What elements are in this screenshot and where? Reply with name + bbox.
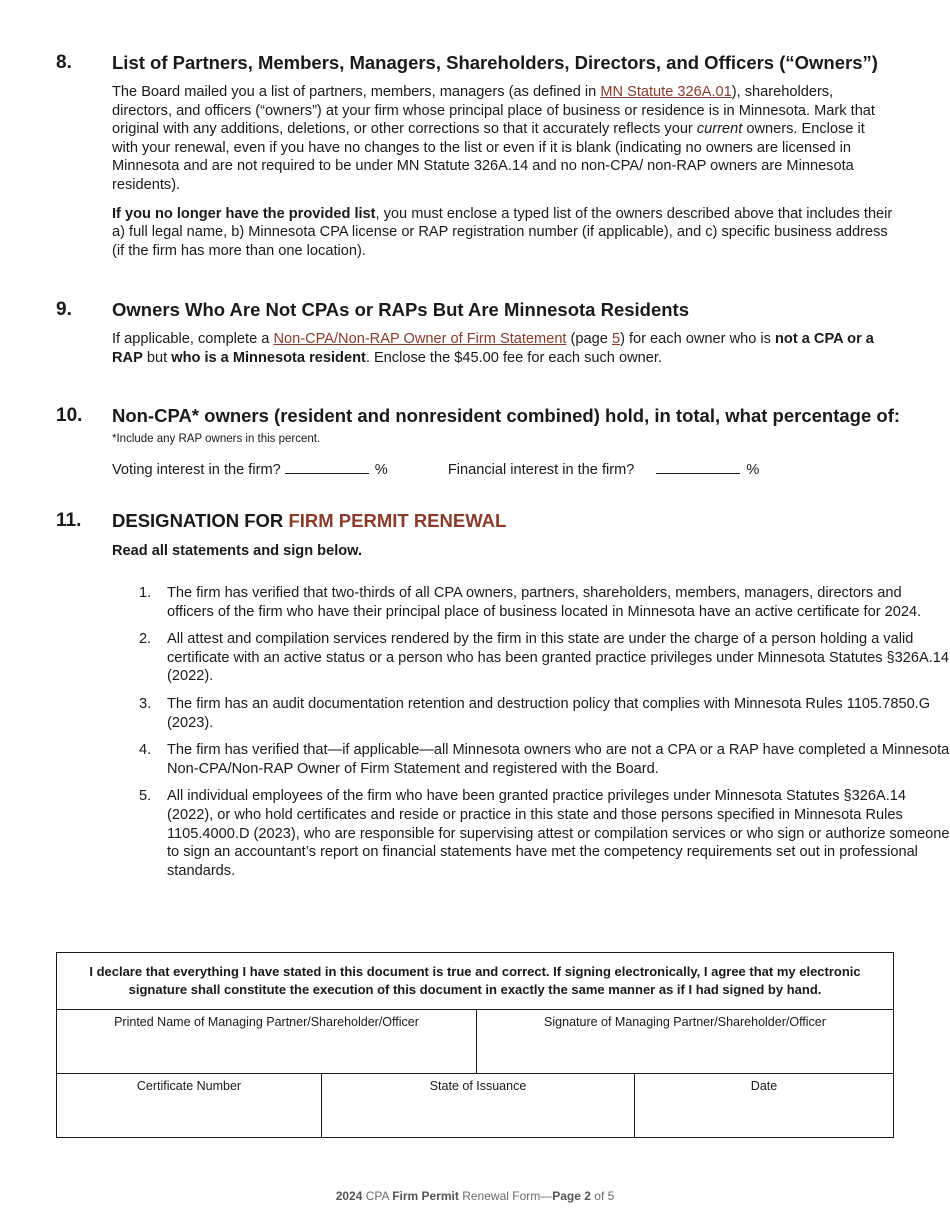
footer-text: CPA xyxy=(362,1189,393,1203)
statement-number: 4. xyxy=(139,742,152,759)
date-label: Date xyxy=(750,1079,778,1093)
mn-statute-326a01-link[interactable]: MN Statute 326A.01 xyxy=(600,84,732,100)
financial-interest-label: Financial interest in the firm? xyxy=(447,462,635,478)
statement-number: 5. xyxy=(139,788,152,805)
bold-text: not a CPA or a RAP xyxy=(112,331,874,366)
state-of-issuance-label: State of Issuance xyxy=(429,1079,527,1093)
text: ), shareholders, directors, and officers (“owners”) at your firm whose principal place of business or residence is in Minnesota. Mark that original with any additions, deletions, or other corrections so that it accurately reflects your xyxy=(112,84,875,138)
statement-number: 3. xyxy=(139,695,152,712)
section-body xyxy=(112,83,894,270)
declaration-text: I declare that everything I have stated in this document is true and correct. If signing electronically, I agree that my electronic signature shall constitute the execution of this document in exactly the same manner as if I had signed by hand. xyxy=(57,953,893,1010)
percent-sign: % xyxy=(374,462,388,478)
voting-interest-label: Voting interest in the firm? xyxy=(112,462,281,478)
instruction: Read all statements and sign below. xyxy=(112,543,363,559)
section-body xyxy=(112,330,894,377)
section-8 xyxy=(56,52,896,272)
section-11 xyxy=(56,510,950,910)
statement-list xyxy=(112,584,950,889)
printed-name-field[interactable] xyxy=(57,1010,476,1073)
section-number: 11. xyxy=(56,510,82,531)
voting-interest-input[interactable] xyxy=(285,460,369,474)
statement-item xyxy=(112,630,950,686)
paragraph xyxy=(112,83,894,195)
footnote: *Include any RAP owners in this percent. xyxy=(112,433,321,445)
text: (page xyxy=(566,331,612,347)
text: ) for each owner who is xyxy=(620,331,775,347)
statement-text: The firm has verified that two-thirds of all CPA owners, partners, shareholders, members, managers, directors and officers of the firm who have their principal place of business located in Minnesota have an active certificate for 2024. xyxy=(167,585,922,620)
section-title xyxy=(112,510,506,532)
section-title: Owners Who Are Not CPAs or RAPs But Are Minnesota Residents xyxy=(112,299,690,320)
page-5-link[interactable]: 5 xyxy=(611,331,621,347)
page-footer xyxy=(0,1189,950,1203)
section-10 xyxy=(56,405,901,485)
certificate-row xyxy=(57,1074,893,1137)
state-of-issuance-field[interactable] xyxy=(321,1074,634,1137)
section-number: 8. xyxy=(56,52,72,73)
title-text: DESIGNATION FOR xyxy=(112,510,289,531)
footer-firm-permit: Firm Permit xyxy=(392,1189,459,1203)
paragraph xyxy=(112,330,894,367)
printed-name-label: Printed Name of Managing Partner/Shareholder/Officer xyxy=(114,1015,419,1029)
text: If applicable, complete a xyxy=(112,331,274,347)
signature-field[interactable] xyxy=(476,1010,893,1073)
percentage-fields xyxy=(112,460,894,480)
footer-page: Page 2 xyxy=(552,1189,591,1203)
statement-number: 1. xyxy=(139,585,152,601)
title-accent: FIRM PERMIT RENEWAL xyxy=(288,510,507,531)
statement-text: All individual employees of the firm who have been granted practice privileges under Minnesota Statutes §326A.14 (2022), or who hold certificates and reside or practice in this state and those persons specified in Minnesota Rules 1105.4000.D (2023), who are responsible for supervising attest or compilation services or who sign or authorize someone to sign an accountant’s report on financial statements have met the competency requirements set out in professional standards. xyxy=(167,788,950,879)
declaration-box xyxy=(56,952,894,1138)
certificate-number-field[interactable] xyxy=(57,1074,321,1137)
paragraph xyxy=(112,205,894,261)
text: , you must enclose a typed list of the owners described above that includes their a) full legal name, b) Minnesota CPA license or RAP registration number (if applicable), and c) specific business address (if the firm has more than one location). xyxy=(112,205,893,259)
financial-interest-input[interactable] xyxy=(656,460,740,474)
section-number: 9. xyxy=(56,299,72,320)
bold-text: who is a Minnesota resident xyxy=(171,349,366,366)
owner-statement-link[interactable]: Non-CPA/Non-RAP Owner of Firm Statement xyxy=(273,331,567,347)
footer-text: of 5 xyxy=(590,1189,615,1203)
statement-item xyxy=(112,741,950,778)
text: but xyxy=(142,349,172,366)
statement-item xyxy=(112,787,950,880)
section-number: 10. xyxy=(56,405,83,426)
text: owners. Enclose it with your renewal, even if you have no changes to the list or even if it is blank (indicating no owners are licensed in Minnesota and are not required to be under MN Statute 326A.14 and no non-CPA/ non-RAP owners are Minnesota residents). xyxy=(112,121,865,193)
signature-row xyxy=(57,1010,893,1074)
certificate-number-label: Certificate Number xyxy=(136,1079,242,1093)
statement-text: All attest and compilation services rendered by the firm in this state are under the charge of a person holding a valid certificate with an active status or a person who has been granted practice privileges under Minnesota Statutes §326A.14 (2022). xyxy=(167,631,950,685)
statement-number: 2. xyxy=(139,631,152,648)
section-9 xyxy=(56,299,896,379)
percent-sign: % xyxy=(746,462,760,478)
footer-text: Renewal Form— xyxy=(458,1189,553,1203)
section-title: Non-CPA* owners (resident and nonresident combined) hold, in total, what percentage of: xyxy=(112,405,901,426)
statement-item xyxy=(112,584,950,621)
footer-year: 2024 xyxy=(335,1189,363,1203)
date-field[interactable] xyxy=(634,1074,893,1137)
statements xyxy=(112,584,950,880)
statement-text: The firm has an audit documentation retention and destruction policy that complies with Minnesota Rules 1105.7850.G (2023). xyxy=(167,695,931,731)
statement-item xyxy=(112,695,950,732)
section-title: List of Partners, Members, Managers, Shareholders, Directors, and Officers (“Owners”) xyxy=(112,52,878,73)
emphasis: current xyxy=(696,121,743,138)
statement-text: The firm has verified that—if applicable—all Minnesota owners who are not a CPA or a RAP have completed a Minnesota Non-CPA/Non-RAP Owner of Firm Statement and registered with the Board. xyxy=(167,742,950,777)
text: . Enclose the $45.00 fee for each such owner. xyxy=(365,349,662,366)
signature-label: Signature of Managing Partner/Shareholder/Officer xyxy=(544,1015,826,1029)
text: The Board mailed you a list of partners, members, managers (as defined in xyxy=(112,84,601,100)
bold-text: If you no longer have the provided list xyxy=(112,205,376,222)
